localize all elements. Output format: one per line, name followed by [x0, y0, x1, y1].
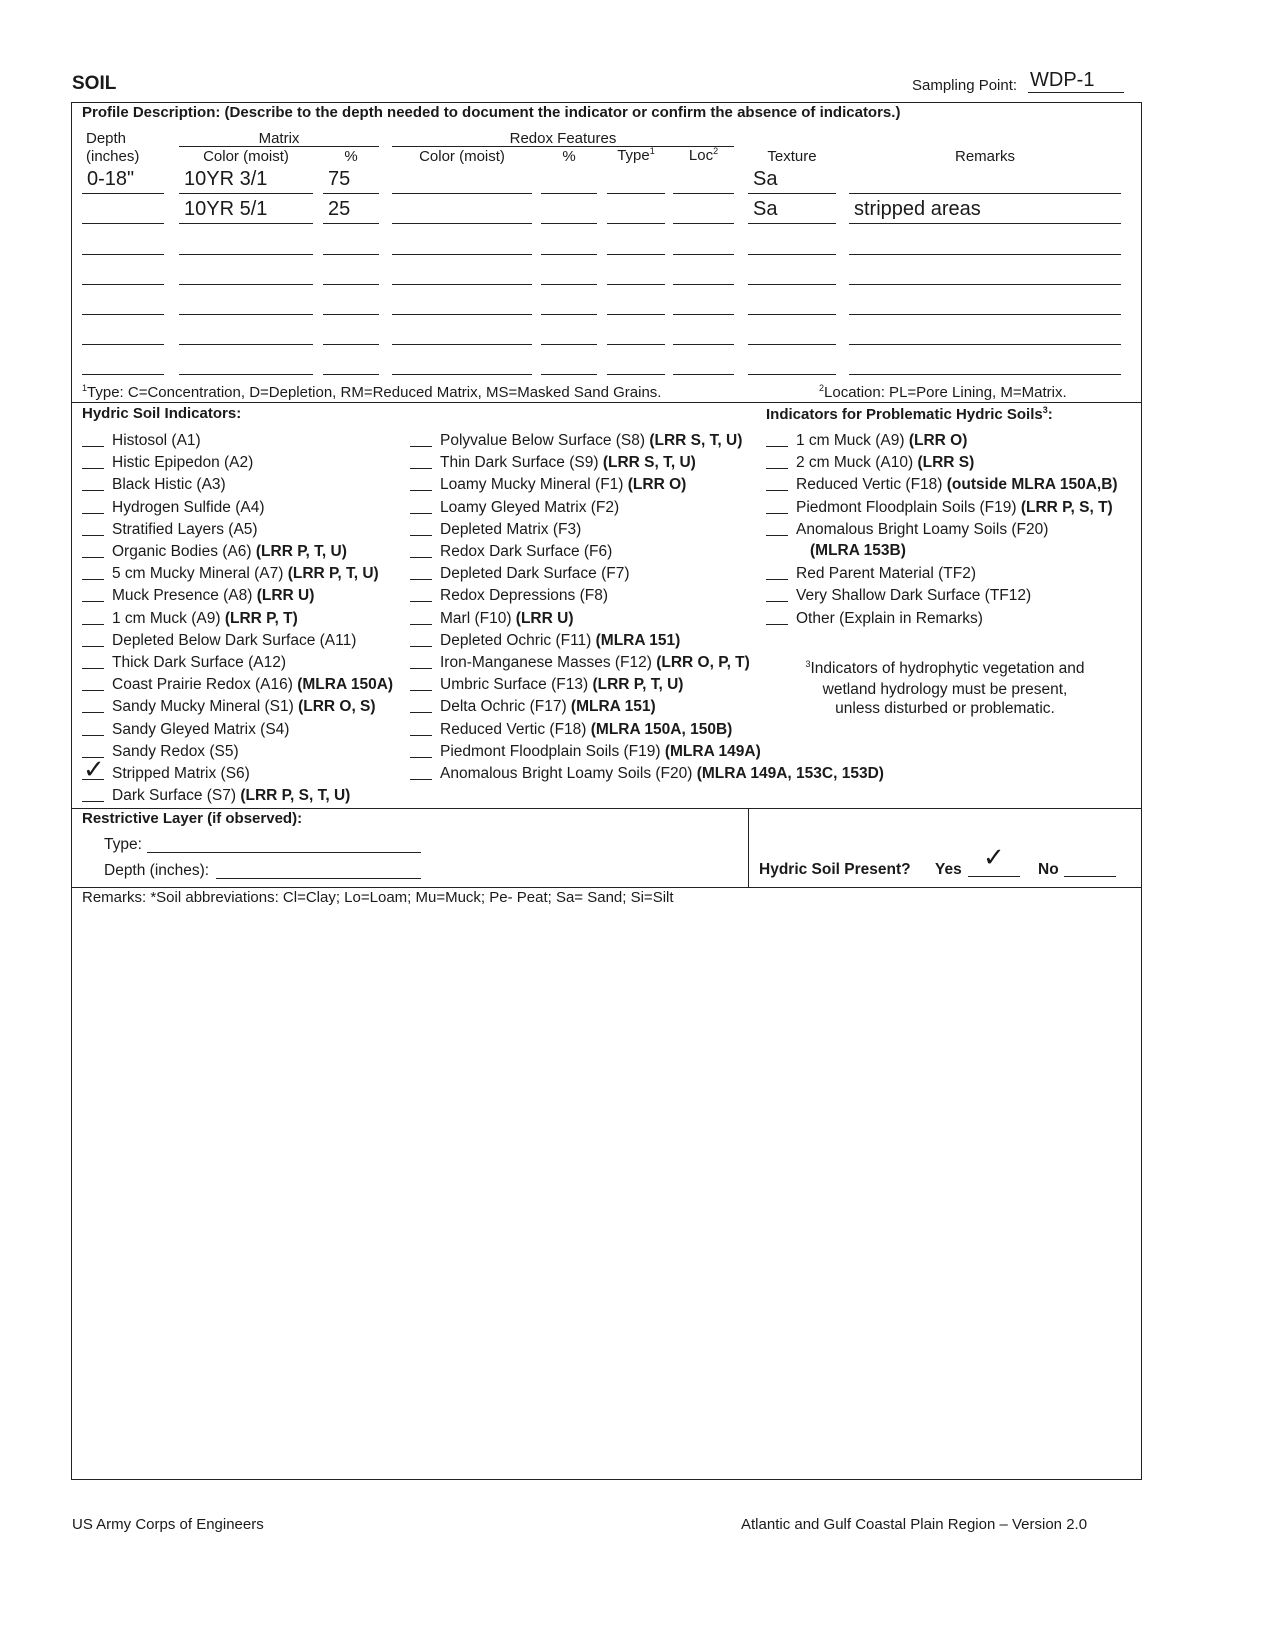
- hydric-present-no-label: No: [1038, 861, 1059, 878]
- indicator-label: Sandy Mucky Mineral (S1) (LRR O, S): [112, 698, 376, 716]
- hydric-present-yes-field[interactable]: [968, 876, 1020, 877]
- restrictive-heading: Restrictive Layer (if observed):: [82, 810, 303, 827]
- cell-remarks[interactable]: stripped areas: [854, 198, 981, 220]
- indicator-label: Red Parent Material (TF2): [796, 565, 977, 583]
- col-matrix: Matrix: [258, 130, 300, 147]
- cell-texture[interactable]: Sa: [753, 168, 778, 190]
- indicator-checkbox[interactable]: [410, 579, 432, 580]
- indicator-checkbox[interactable]: [410, 735, 432, 736]
- col-type: Type$^1$: [617, 146, 655, 164]
- indicator-label: Very Shallow Dark Surface (TF12): [796, 587, 1032, 605]
- footnote-location: $^2$Location: PL=Pore Lining, M=Matrix.: [819, 383, 1067, 401]
- remarks-text: Remarks: *Soil abbreviations: Cl=Clay; Lo=Loam; Mu=Muck; Pe- Peat; Sa= Sand; Si=Silt: [82, 889, 674, 906]
- indicator-label: Thin Dark Surface (S9) (LRR S, T, U): [440, 454, 696, 472]
- col-matrix-color: Color (moist): [203, 148, 289, 165]
- indicator-label: Umbric Surface (F13) (LRR P, T, U): [440, 676, 684, 694]
- divider-profile: [71, 402, 1141, 403]
- restrictive-type-field[interactable]: [147, 836, 421, 853]
- indicator-label: Loamy Gleyed Matrix (F2): [440, 498, 620, 516]
- indicator-label: Stripped Matrix (S6): [112, 765, 250, 782]
- indicator-checkbox[interactable]: [82, 468, 104, 469]
- footnote-type: $^1$Type: C=Concentration, D=Depletion, RM=Reduced Matrix, MS=Masked Sand Grains.: [82, 383, 662, 401]
- hydric-heading: Hydric Soil Indicators:: [82, 405, 242, 422]
- indicator-label: Sandy Redox (S5): [112, 742, 239, 760]
- yes-check-icon: ✓: [983, 843, 1005, 873]
- indicator-checkbox[interactable]: [410, 490, 432, 491]
- check-icon: ✓: [83, 755, 105, 785]
- indicator-label: Iron-Manganese Masses (F12) (LRR O, P, T): [440, 654, 750, 671]
- indicator-checkbox[interactable]: [82, 601, 104, 602]
- indicator-checkbox[interactable]: [766, 446, 788, 447]
- indicator-checkbox[interactable]: [766, 490, 788, 491]
- indicator-label: Anomalous Bright Loamy Soils (F20): [796, 520, 1049, 538]
- restrictive-type-label: Type:: [104, 836, 142, 853]
- indicator-checkbox[interactable]: [766, 468, 788, 469]
- indicator-label: Reduced Vertic (F18) (MLRA 150A, 150B): [440, 720, 733, 738]
- problematic-heading: Indicators for Problematic Hydric Soils$^3$:: [766, 405, 1053, 423]
- indicator-checkbox[interactable]: [410, 557, 432, 558]
- problematic-footnote-3: unless disturbed or problematic.: [835, 700, 1055, 717]
- indicator-label: Histic Epipedon (A2): [112, 454, 254, 472]
- indicator-checkbox[interactable]: [82, 446, 104, 447]
- indicator-label: Coast Prairie Redox (A16) (MLRA 150A): [112, 676, 394, 694]
- indicator-label: Depleted Matrix (F3): [440, 520, 582, 538]
- divider-restrictive: [71, 887, 1141, 888]
- indicator-label: Dark Surface (S7) (LRR P, S, T, U): [112, 787, 351, 805]
- indicator-label: Anomalous Bright Loamy Soils (F20) (MLRA 149A, 153C, 153D): [440, 765, 884, 782]
- col-inches: (inches): [86, 148, 140, 165]
- indicator-checkbox[interactable]: [82, 668, 104, 669]
- indicator-checkbox[interactable]: [410, 690, 432, 691]
- indicator-checkbox[interactable]: [82, 735, 104, 736]
- hydric-present-label: Hydric Soil Present?: [759, 861, 911, 878]
- indicator-label: Thick Dark Surface (A12): [112, 654, 286, 671]
- indicator-label: Loamy Mucky Mineral (F1) (LRR O): [440, 476, 687, 494]
- problematic-footnote-1: $^3$Indicators of hydrophytic vegetation and: [805, 659, 1085, 678]
- indicator-checkbox[interactable]: [82, 646, 104, 647]
- sampling-point-value[interactable]: WDP-1: [1028, 69, 1124, 93]
- divider-vertical: [748, 808, 749, 888]
- col-matrix-pct: %: [344, 148, 358, 165]
- indicator-checkbox[interactable]: [82, 690, 104, 691]
- indicator-label: Black Histic (A3): [112, 476, 226, 494]
- indicator-checkbox[interactable]: [82, 624, 104, 625]
- cell-matrix-pct[interactable]: 75: [328, 168, 351, 190]
- indicator-checkbox[interactable]: [82, 557, 104, 558]
- indicator-label: Muck Presence (A8) (LRR U): [112, 587, 315, 605]
- indicator-checkbox[interactable]: [410, 468, 432, 469]
- indicator-label: Sandy Gleyed Matrix (S4): [112, 720, 290, 738]
- col-redox-pct: %: [562, 148, 576, 165]
- col-remarks: Remarks: [954, 148, 1015, 165]
- cell-matrix-color[interactable]: 10YR 3/1: [184, 168, 268, 190]
- footer-right: Atlantic and Gulf Coastal Plain Region – Version 2.0: [741, 1516, 1088, 1533]
- indicator-checkbox[interactable]: [410, 712, 432, 713]
- cell-matrix-color[interactable]: 10YR 5/1: [184, 198, 268, 220]
- footer-left: US Army Corps of Engineers: [72, 1516, 264, 1533]
- indicator-checkbox[interactable]: [766, 579, 788, 580]
- hydric-present-yes-label: Yes: [935, 861, 962, 878]
- indicator-label: Histosol (A1): [112, 432, 201, 449]
- indicator-label: Depleted Dark Surface (F7): [440, 565, 630, 583]
- indicator-label: 2 cm Muck (A10) (LRR S): [796, 454, 975, 472]
- anomalous-continuation: (MLRA 153B): [810, 542, 906, 559]
- cell-depth[interactable]: 0-18": [87, 168, 135, 190]
- indicator-label: Polyvalue Below Surface (S8) (LRR S, T, U): [440, 432, 743, 449]
- indicator-label: 5 cm Mucky Mineral (A7) (LRR P, T, U): [112, 565, 379, 583]
- col-texture: Texture: [767, 148, 817, 165]
- indicator-label: Hydrogen Sulfide (A4): [112, 498, 265, 516]
- problematic-footnote-2: wetland hydrology must be present,: [822, 681, 1068, 698]
- indicator-checkbox[interactable]: [410, 624, 432, 625]
- indicator-checkbox[interactable]: [410, 646, 432, 647]
- indicator-checkbox[interactable]: [82, 801, 104, 802]
- indicator-label: Depleted Below Dark Surface (A11): [112, 631, 357, 649]
- indicator-checkbox[interactable]: [766, 624, 788, 625]
- col-redox: Redox Features: [509, 130, 617, 147]
- indicator-label: Delta Ochric (F17) (MLRA 151): [440, 698, 656, 716]
- indicator-label: Redox Dark Surface (F6): [440, 543, 613, 560]
- indicator-label: Reduced Vertic (F18) (outside MLRA 150A,B): [796, 476, 1118, 494]
- indicator-label: Organic Bodies (A6) (LRR P, T, U): [112, 543, 347, 560]
- indicator-checkbox[interactable]: [82, 579, 104, 580]
- indicator-checkbox[interactable]: [410, 757, 432, 758]
- cell-texture[interactable]: Sa: [753, 198, 778, 220]
- sampling-point-label: Sampling Point:: [912, 77, 1018, 94]
- profile-heading: Profile Description: (Describe to the depth needed to document the indicator or confirm the absence of indicators.): [82, 104, 901, 121]
- col-depth: Depth: [86, 130, 127, 147]
- hydric-present-no-field[interactable]: [1064, 876, 1116, 877]
- restrictive-depth-field[interactable]: [216, 862, 421, 879]
- col-loc: Loc$^2$: [688, 146, 719, 164]
- indicator-checkbox[interactable]: [766, 535, 788, 536]
- indicator-checkbox[interactable]: [766, 513, 788, 514]
- indicator-checkbox[interactable]: [82, 535, 104, 536]
- indicator-label: Other (Explain in Remarks): [796, 609, 983, 627]
- indicator-checkbox[interactable]: [82, 490, 104, 491]
- indicator-label: 1 cm Muck (A9) (LRR O): [796, 432, 968, 449]
- indicator-label: Piedmont Floodplain Soils (F19) (MLRA 149A): [440, 742, 761, 760]
- indicator-checkbox[interactable]: [410, 535, 432, 536]
- indicator-checkbox[interactable]: [766, 601, 788, 602]
- indicator-label: 1 cm Muck (A9) (LRR P, T): [112, 609, 298, 627]
- indicator-label: Stratified Layers (A5): [112, 520, 258, 538]
- indicator-checkbox[interactable]: [410, 446, 432, 447]
- indicator-checkbox[interactable]: [82, 712, 104, 713]
- indicator-label: Redox Depressions (F8): [440, 587, 608, 605]
- indicator-label: Depleted Ochric (F11) (MLRA 151): [440, 631, 681, 649]
- indicator-checkbox[interactable]: [410, 668, 432, 669]
- divider-indicators: [71, 808, 1141, 809]
- indicator-checkbox[interactable]: [410, 779, 432, 780]
- col-redox-color: Color (moist): [419, 148, 505, 165]
- indicator-checkbox[interactable]: [82, 513, 104, 514]
- indicator-checkbox[interactable]: [410, 601, 432, 602]
- cell-matrix-pct[interactable]: 25: [328, 198, 351, 220]
- indicator-label: Marl (F10) (LRR U): [440, 609, 574, 627]
- restrictive-depth-label: Depth (inches):: [104, 862, 210, 879]
- indicator-checkbox[interactable]: [410, 513, 432, 514]
- indicator-label: Piedmont Floodplain Soils (F19) (LRR P, S, T): [796, 498, 1113, 516]
- form-title: SOIL: [72, 73, 117, 94]
